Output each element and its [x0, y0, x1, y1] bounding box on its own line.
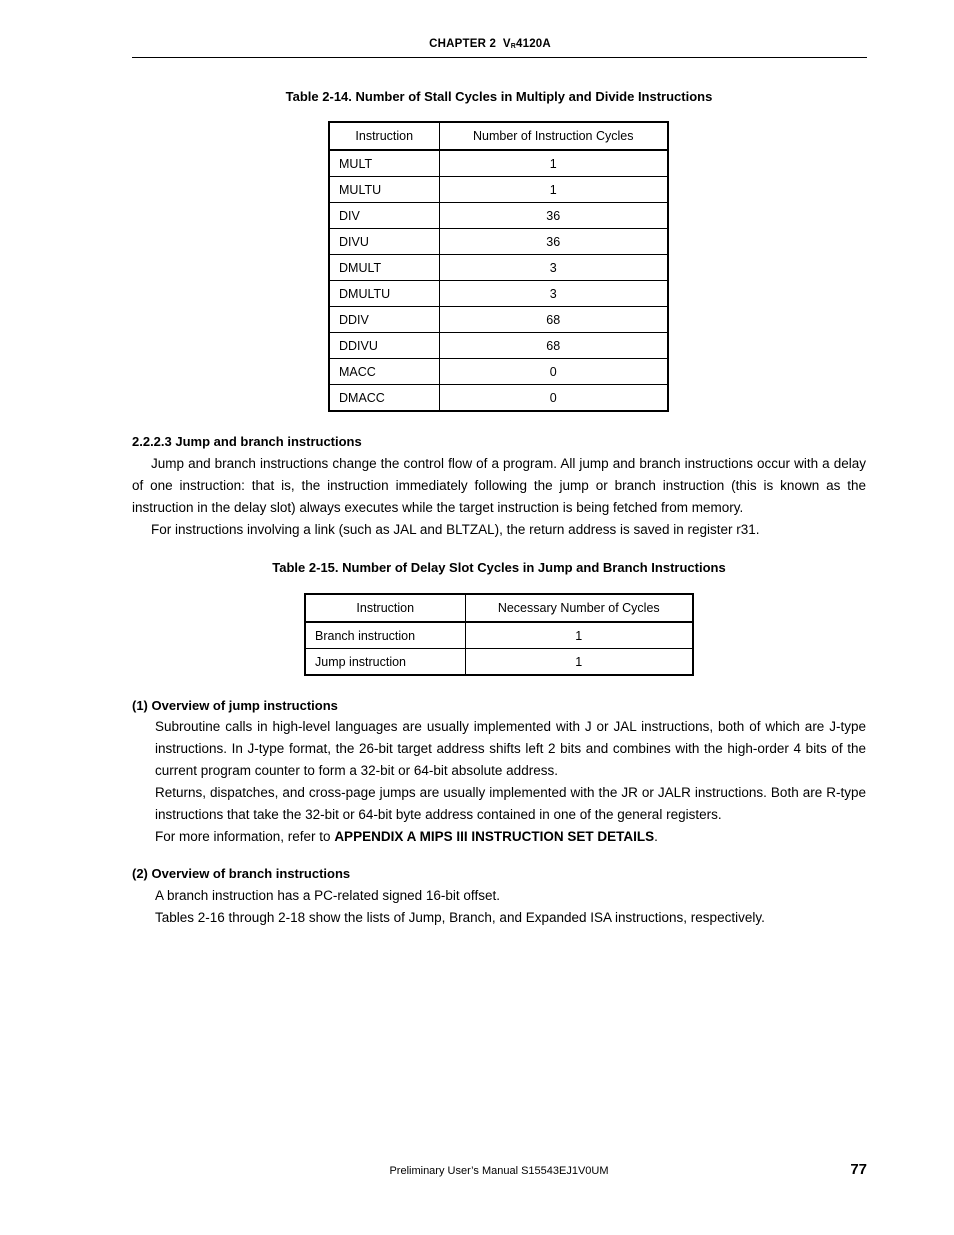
instruction-cell: DDIVU	[329, 333, 439, 359]
table-row	[329, 203, 668, 229]
instruction-cell: DIVU	[329, 229, 439, 255]
column-header-cycles: Number of Instruction Cycles	[439, 122, 668, 150]
table-header-row	[329, 122, 668, 150]
table-row	[329, 150, 668, 177]
cycles-cell: 36	[439, 203, 668, 229]
cycles-cell: 1	[439, 150, 668, 177]
paragraph: Subroutine calls in high-level languages are usually implemented with J or JAL instructions, both of which are J-type instructions. In J-type format, the 26-bit target address shifts left 2 bits and combines with the high-order 4 bits of the current program counter to form a 32-bit or 64-bit absolute address.	[155, 719, 866, 778]
table-row	[329, 333, 668, 359]
subsection-heading-jump: (1) Overview of jump instructions	[132, 698, 338, 713]
instruction-cell: DMULTU	[329, 281, 439, 307]
instruction-cell: Jump instruction	[305, 649, 465, 676]
product-name: VR4120A	[502, 38, 551, 50]
paragraph: For instructions involving a link (such as JAL and BLTZAL), the return address is saved in register r31.	[151, 522, 760, 537]
column-header-instruction: Instruction	[305, 594, 465, 622]
table-2-15-caption: Table 2-15. Number of Delay Slot Cycles in Jump and Branch Instructions	[272, 560, 726, 575]
table-row	[329, 359, 668, 385]
cycles-cell: 1	[465, 622, 693, 649]
cycles-cell: 1	[465, 649, 693, 676]
cycles-cell: 3	[439, 255, 668, 281]
instruction-cell: MULT	[329, 150, 439, 177]
paragraph: A branch instruction has a PC-related signed 16-bit offset.	[155, 888, 500, 903]
instruction-cell: DDIV	[329, 307, 439, 333]
page-footer: Preliminary User’s Manual S15543EJ1V0UM	[389, 1165, 609, 1177]
cycles-cell: 68	[439, 307, 668, 333]
table-row	[329, 307, 668, 333]
table-row	[329, 255, 668, 281]
instruction-cell: DIV	[329, 203, 439, 229]
page-number: 77	[850, 1161, 867, 1178]
table-row	[329, 281, 668, 307]
table-2-14-caption: Table 2-14. Number of Stall Cycles in Multiply and Divide Instructions	[285, 89, 713, 104]
cycles-cell: 3	[439, 281, 668, 307]
table-row	[305, 622, 693, 649]
page-header	[0, 38, 954, 50]
table-2-15	[304, 593, 694, 676]
paragraph: For more information, refer to APPENDIX A MIPS III INSTRUCTION SET DETAILS.	[155, 829, 658, 844]
paragraph: Jump and branch instructions change the control flow of a program. All jump and branch instructions occur with a delay of one instruction: that is, the instruction immediately following the jump or branch instruction (this is known as the instruction in the delay slot) always executes while the target instruction is being fetched from memory.	[132, 456, 866, 515]
paragraph: Returns, dispatches, and cross-page jumps are usually implemented with the JR or JALR instructions. Both are R-type instructions that take the 32-bit or 64-bit byte address contained in one of the general registers.	[155, 785, 866, 822]
column-header-cycles: Necessary Number of Cycles	[465, 594, 693, 622]
table-row	[305, 649, 693, 676]
section-heading: 2.2.2.3 Jump and branch instructions	[132, 434, 362, 449]
instruction-cell: DMACC	[329, 385, 439, 412]
chapter-label: CHAPTER 2	[429, 38, 497, 50]
table-row	[329, 229, 668, 255]
cycles-cell: 68	[439, 333, 668, 359]
paragraph: Tables 2-16 through 2-18 show the lists of Jump, Branch, and Expanded ISA instructions, respectively.	[155, 910, 765, 925]
column-header-instruction: Instruction	[329, 122, 439, 150]
cycles-cell: 1	[439, 177, 668, 203]
table-2-14	[328, 121, 669, 412]
cycles-cell: 0	[439, 359, 668, 385]
instruction-cell: DMULT	[329, 255, 439, 281]
instruction-cell: MACC	[329, 359, 439, 385]
header-rule	[132, 57, 867, 58]
appendix-reference: APPENDIX A MIPS III INSTRUCTION SET DETAILS	[334, 829, 655, 844]
instruction-cell: Branch instruction	[305, 622, 465, 649]
subsection-heading-branch: (2) Overview of branch instructions	[132, 866, 351, 881]
table-header-row	[305, 594, 693, 622]
cycles-cell: 0	[439, 385, 668, 412]
cycles-cell: 36	[439, 229, 668, 255]
table-row	[329, 177, 668, 203]
instruction-cell: MULTU	[329, 177, 439, 203]
table-row	[329, 385, 668, 412]
